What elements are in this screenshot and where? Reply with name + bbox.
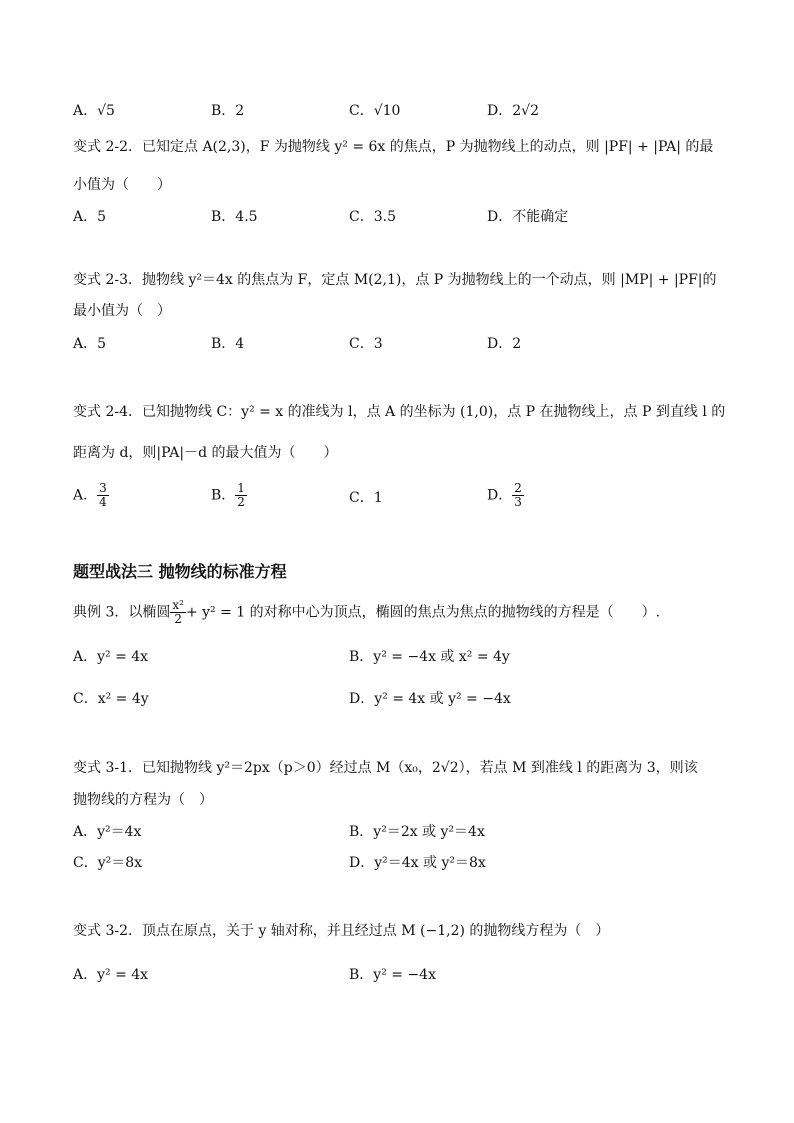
q22-option-a: A．5 <box>73 209 107 225</box>
q22-option-d: D．不能确定 <box>487 209 569 225</box>
q23-option-b: B．4 <box>211 336 245 352</box>
q22-stem-line2: 小值为（ ） <box>73 177 171 193</box>
q22-option-b: B．4.5 <box>211 209 258 225</box>
q31-stem-line2: 抛物线的方程为（ ） <box>73 792 213 808</box>
section-title: 题型战法三 抛物线的标准方程 <box>73 562 287 581</box>
ex3-option-d: D．y² = 4x 或 y² = −4x <box>349 691 511 707</box>
q31-option-d: D．y²＝4x 或 y²＝8x <box>349 855 486 871</box>
q24-option-b: B． $\frac{1}{2}$ <box>211 481 245 509</box>
fraction: $\frac{\text{x²}}{2}$ <box>172 598 184 626</box>
fraction: $\frac{1}{2}$ <box>237 481 245 509</box>
q23-stem-line2: 最小值为（ ） <box>73 303 171 319</box>
q31-option-b: B．y²＝2x 或 y²＝4x <box>349 824 485 840</box>
q21-option-a: A．√5 <box>73 103 115 119</box>
q31-stem-line1: 变式 3-1．已知抛物线 y²＝2px（p＞0）经过点 M（x₀，2√2），若点 M 到准线 l 的距离为 3，则该 <box>73 760 698 776</box>
q23-stem-line1: 变式 2-3．抛物线 y²＝4x 的焦点为 F，定点 M(2,1)，点 P 为抛物线上的一个动点，则 |MP| + |PF|的 <box>73 272 717 288</box>
q31-option-c: C．y²＝8x <box>73 855 143 871</box>
fraction: $\frac{2}{3}$ <box>514 481 522 509</box>
q23-option-c: C．3 <box>349 336 383 352</box>
q32-option-a: A．y² = 4x <box>73 967 149 983</box>
q24-option-d: D． $\frac{2}{3}$ <box>487 481 522 509</box>
q22-option-c: C．3.5 <box>349 209 396 225</box>
ex3-option-b: B．y² = −4x 或 x² = 4y <box>349 649 510 665</box>
ex3-stem: 典例 3．以椭圆 $\frac{\text{x²}}{2}$ + y² = 1 的对称中心为顶点，椭圆的焦点为焦点的抛物线的方程是（ ）. <box>73 598 661 626</box>
q22-stem-line1: 变式 2-2．已知定点 A(2,3)，F 为抛物线 y² = 6x 的焦点，P 为抛物线上的动点，则 |PF| + |PA| 的最 <box>73 139 714 155</box>
ex3-option-c: C．x² = 4y <box>73 691 149 707</box>
q24-stem-line2: 距离为 d，则|PA|－d 的最大值为（ ） <box>73 445 338 461</box>
q24-option-c: C．1 <box>349 490 383 506</box>
q23-option-a: A．5 <box>73 336 107 352</box>
q24-option-a: A． $\frac{3}{4}$ <box>73 481 107 509</box>
q32-option-b: B．y² = −4x <box>349 967 436 983</box>
q21-option-b: B．2 <box>211 103 245 119</box>
ex3-option-a: A．y² = 4x <box>73 649 149 665</box>
q21-option-d: D．2√2 <box>487 103 539 119</box>
q24-stem-line1: 变式 2-4．已知抛物线 C：y² = x 的准线为 l，点 A 的坐标为 (1,0)，点 P 在抛物线上，点 P 到直线 l 的 <box>73 404 726 420</box>
q32-stem-line1: 变式 3-2．顶点在原点，关于 y 轴对称，并且经过点 M (−1,2) 的抛物线方程为（ ） <box>73 923 610 939</box>
q23-option-d: D．2 <box>487 336 522 352</box>
q31-option-a: A．y²＝4x <box>73 824 142 840</box>
fraction: $\frac{3}{4}$ <box>99 481 107 509</box>
q21-option-c: C．√10 <box>349 103 401 119</box>
